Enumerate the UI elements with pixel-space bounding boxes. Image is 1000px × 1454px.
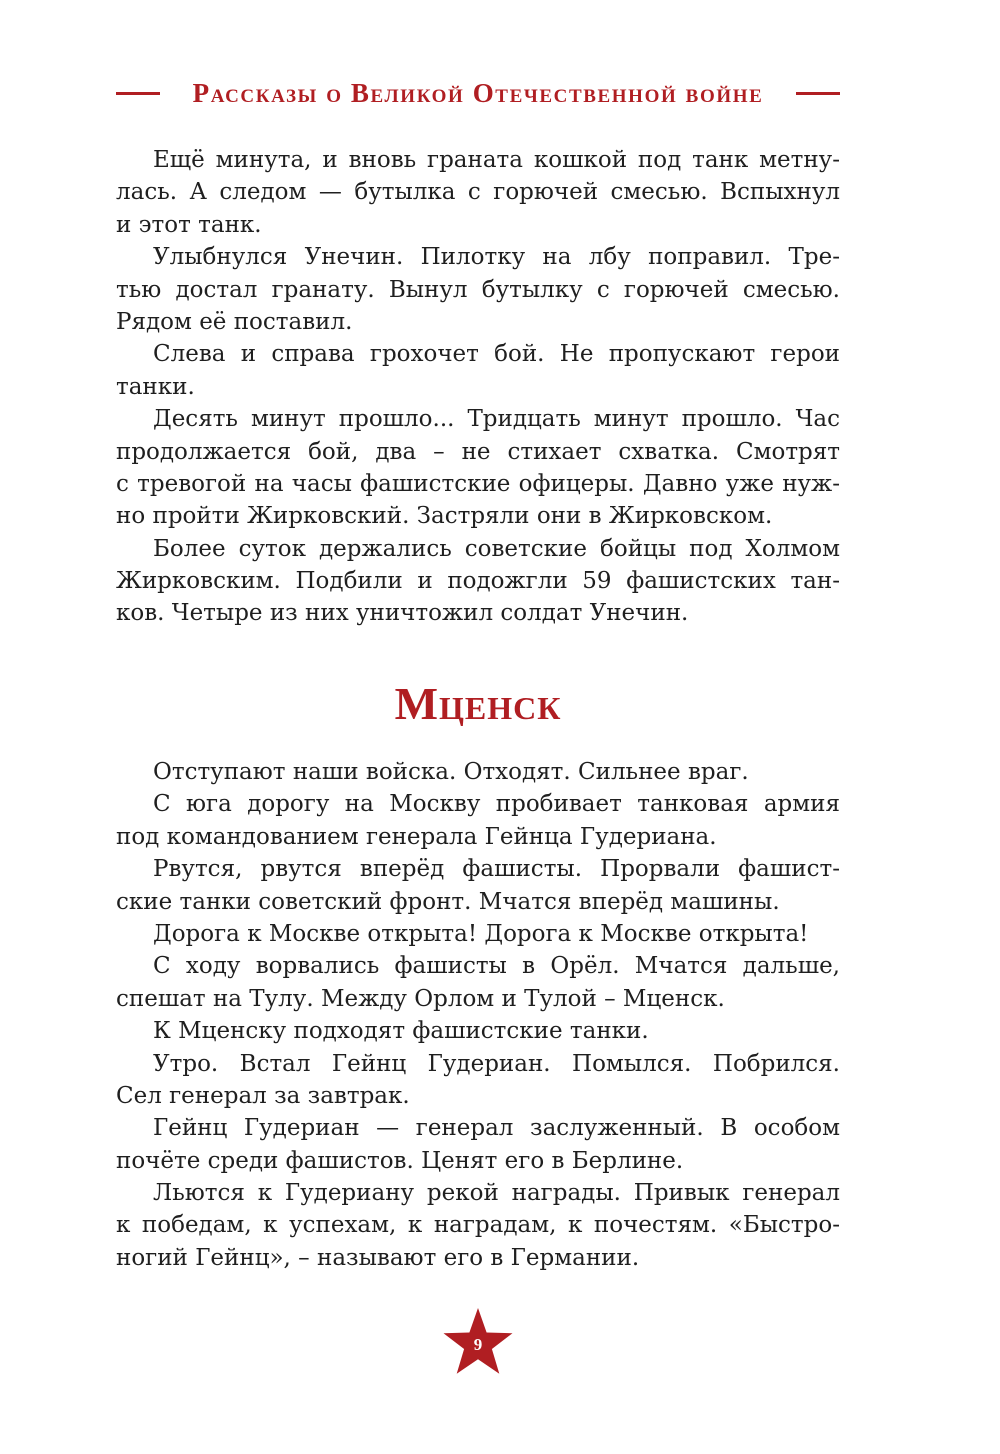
text-line: Дорога к Москве открыта! Дорога к Москве открыта! <box>153 920 809 947</box>
text-line: Утро. Встал Гейнц Гудериан. Помылся. Побрился. <box>153 1050 840 1077</box>
text-line: Сел генерал за завтрак. <box>116 1082 410 1109</box>
running-header <box>116 78 840 108</box>
text-line: спешат на Тулу. Между Орлом и Тулой – Мценск. <box>116 985 725 1012</box>
chapter-text <box>116 756 840 1274</box>
text-line: под командованием генерала Гейнца Гудериана. <box>116 823 717 850</box>
text-line: Жирковским. Подбили и подожгли 59 фашистских тан- <box>116 568 840 595</box>
text-line: лась. А следом — бутылка с горючей смесью. Вспыхнул <box>116 179 840 206</box>
text-line: и этот танк. <box>116 211 262 238</box>
header-rule-right <box>796 92 840 95</box>
text-line: ков. Четыре из них уничтожил солдат Унечин. <box>116 600 689 627</box>
text-line: почёте среди фашистов. Ценят его в Берлине. <box>116 1147 684 1174</box>
text-line: тью достал гранату. Вынул бутылку с горючей смесью. <box>116 276 840 303</box>
text-line: Рядом её поставил. <box>116 308 353 335</box>
text-line: ские танки советский фронт. Мчатся вперёд машины. <box>116 888 780 915</box>
chapter-title: Мценск <box>394 678 562 729</box>
text-line: продолжается бой, два – не стихает схватка. Смотрят <box>116 438 840 465</box>
text-line: танки. <box>116 373 195 400</box>
text-line: Улыбнулся Унечин. Пилотку на лбу поправил. Тре- <box>153 244 840 271</box>
text-line: с тревогой на часы фашистские офицеры. Давно уже нуж- <box>116 470 840 497</box>
text-line: С ходу ворвались фашисты в Орёл. Мчатся дальше, <box>153 953 840 980</box>
text-line: но пройти Жирковский. Застряли они в Жирковском. <box>116 503 773 530</box>
text-line: К Мценску подходят фашистские танки. <box>153 1018 649 1045</box>
running-title: Рассказы о Великой Отечественной войне <box>192 77 764 108</box>
story-text-continued <box>116 144 840 630</box>
header-rule-left <box>116 92 160 95</box>
page-number: 9 <box>473 1335 483 1354</box>
text-line: к победам, к успехам, к наградам, к почестям. «Быстро- <box>116 1212 840 1239</box>
text-line: Гейнц Гудериан — генерал заслуженный. В особом <box>153 1115 840 1142</box>
text-line: Льются к Гудериану рекой награды. Привык генерал <box>153 1180 840 1207</box>
text-line: Слева и справа грохочет бой. Не пропускают герои <box>153 341 840 368</box>
text-line: Десять минут прошло... Тридцать минут прошло. Час <box>153 406 840 433</box>
text-line: ногий Гейнц», – называют его в Германии. <box>116 1244 640 1271</box>
red-star-icon <box>441 1306 515 1378</box>
text-line: Более суток держались советские бойцы под Холмом <box>153 535 840 562</box>
text-line: С юга дорогу на Москву пробивает танковая армия <box>153 791 840 818</box>
text-line: Ещё минута, и вновь граната кошкой под танк метну- <box>153 147 840 173</box>
text-line: Отступают наши войска. Отходят. Сильнее враг. <box>153 759 749 785</box>
text-line: Рвутся, рвутся вперёд фашисты. Прорвали фашист- <box>153 856 840 883</box>
